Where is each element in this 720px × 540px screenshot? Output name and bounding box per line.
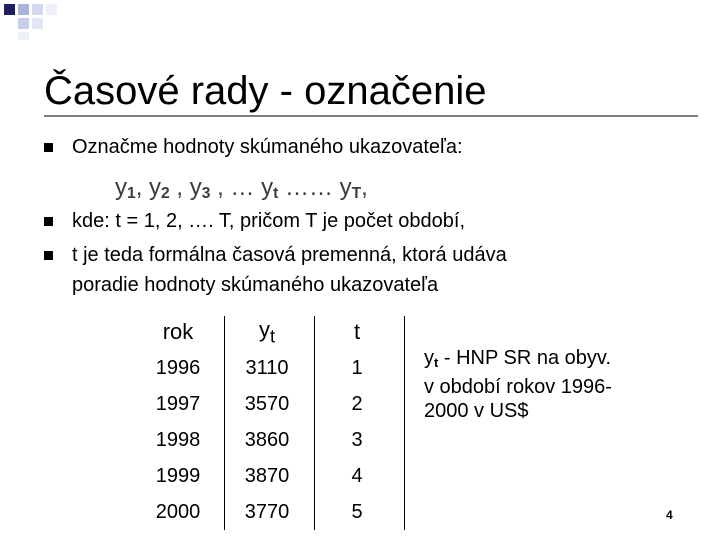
note-text-1: - HNP SR na obyv. — [438, 347, 611, 369]
table-row — [134, 458, 402, 494]
seq-var: y — [115, 174, 127, 201]
header-rok: rok — [162, 319, 194, 344]
page-number: 4 — [666, 508, 673, 522]
cell-index: 3 — [351, 428, 363, 451]
seq-sep: …… — [278, 174, 340, 201]
title-rule — [44, 115, 698, 117]
seq-sep: , — [135, 174, 143, 201]
seq-var: y — [149, 174, 162, 201]
header-yt-sub: t — [269, 325, 276, 347]
seq-var: y — [339, 174, 352, 201]
seq-sep: , — [361, 174, 368, 201]
bullet-text-3-continued: poradie hodnoty skúmaného ukazovateľa — [72, 274, 439, 296]
cell-index: 4 — [351, 464, 363, 487]
table-row — [134, 422, 402, 458]
cell-year: 2000 — [155, 500, 201, 523]
seq-sep: , … — [210, 174, 262, 201]
table-row — [134, 350, 402, 386]
seq-sub: T — [351, 185, 362, 202]
table-divider — [404, 316, 405, 530]
bullet-text-3: t je teda formálna časová premenná, ktorá udáva — [72, 244, 507, 266]
cell-value: 3770 — [244, 500, 290, 523]
cell-index: 1 — [351, 356, 363, 379]
table-divider — [224, 316, 225, 530]
cell-value: 3860 — [244, 428, 290, 451]
seq-var: y — [261, 174, 274, 201]
cell-index: 2 — [351, 392, 363, 415]
cell-year: 1999 — [155, 464, 201, 487]
table-row — [134, 386, 402, 422]
note-sub: t — [434, 355, 439, 370]
cell-value: 3870 — [244, 464, 290, 487]
note-line-1 — [424, 346, 684, 375]
cell-value: 3570 — [244, 392, 290, 415]
header-yt — [222, 314, 312, 350]
bullet-marker — [44, 143, 53, 152]
cell-year: 1997 — [155, 392, 201, 415]
sequence-formula — [115, 174, 368, 208]
seq-sub: 1 — [127, 185, 136, 202]
header-yt-base: y — [258, 316, 270, 342]
table-note — [424, 346, 684, 423]
cell-year: 1998 — [155, 428, 201, 451]
bullet-marker — [44, 251, 53, 260]
seq-sep: , — [169, 174, 190, 201]
note-var: y — [424, 347, 434, 369]
bullet-text-2: kde: t = 1, 2, …. T, pričom T je počet období, — [72, 210, 465, 232]
seq-sub: t — [273, 185, 279, 202]
bullet-text-1: Označme hodnoty skúmaného ukazovateľa: — [72, 136, 463, 158]
data-table — [134, 314, 402, 530]
table-row — [134, 494, 402, 530]
cell-value: 3110 — [245, 356, 289, 379]
cell-year: 1996 — [155, 356, 201, 379]
table-divider — [314, 316, 315, 530]
note-line-3: 2000 v US$ — [424, 400, 529, 422]
cell-index: 5 — [351, 500, 363, 523]
header-t: t — [353, 319, 361, 344]
slide-title: Časové rady - označenie — [44, 69, 487, 113]
bullet-marker — [44, 217, 53, 226]
seq-sub: 3 — [201, 185, 211, 202]
note-line-2: v období rokov 1996- — [424, 376, 612, 398]
table-header-row — [134, 314, 402, 350]
seq-sub: 2 — [161, 185, 170, 202]
seq-var: y — [189, 174, 202, 201]
corner-decoration — [0, 0, 110, 40]
